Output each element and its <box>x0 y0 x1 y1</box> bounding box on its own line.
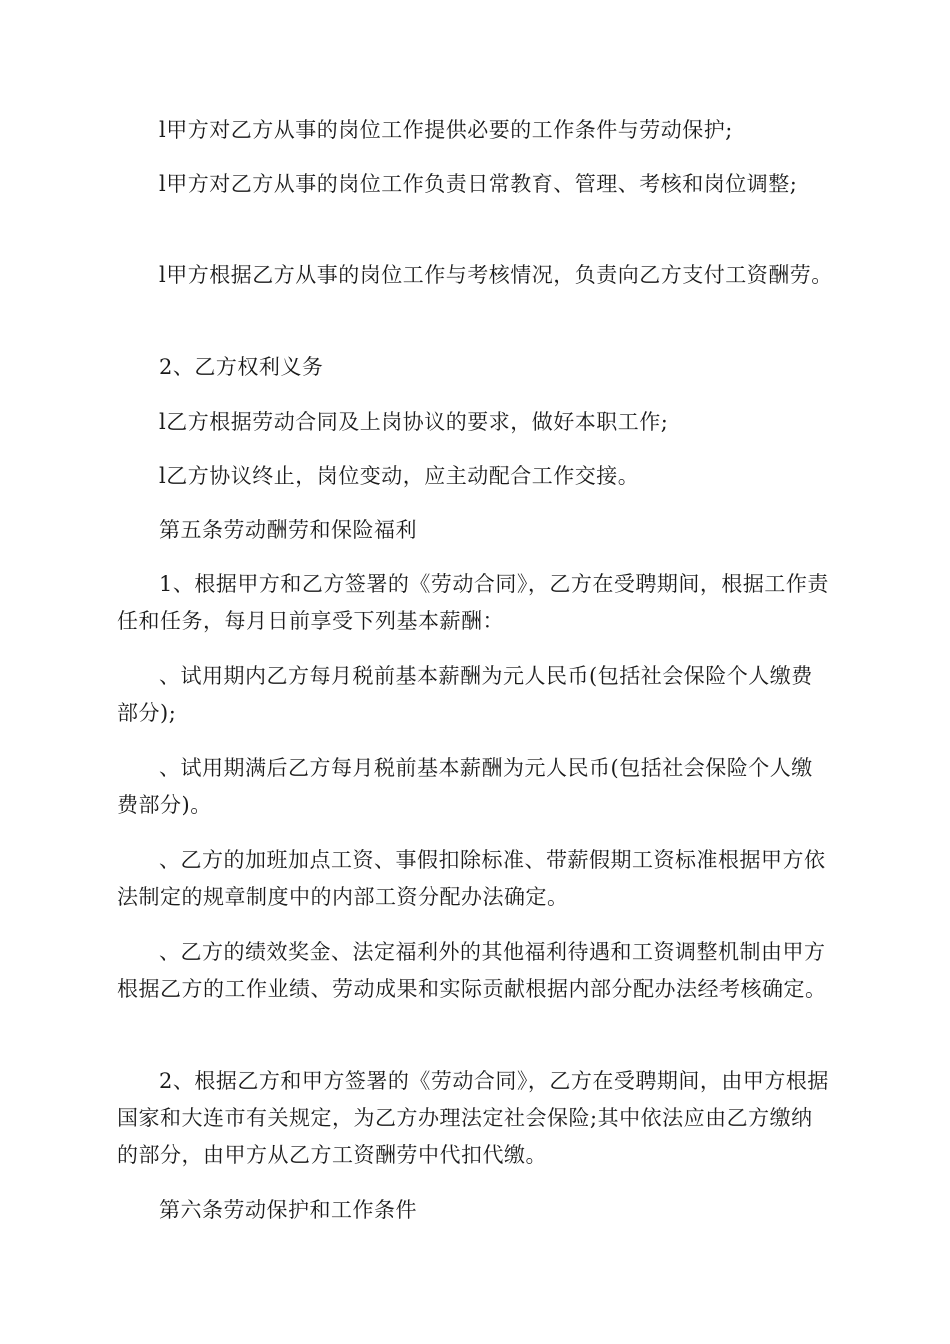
paragraph-10: 、试用期满后乙方每月税前基本薪酬为元人民币(包括社会保险个人缴费部分)。 <box>117 756 813 817</box>
paragraph-8: 1、根据甲方和乙方签署的《劳动合同》，乙方在受聘期间，根据工作责任和任务，每月日前享受下列基本薪酬： <box>117 572 829 633</box>
paragraph-6: l乙方协议终止，岗位变动，应主动配合工作交接。 <box>159 464 640 488</box>
paragraph-1: l甲方对乙方从事的岗位工作提供必要的工作条件与劳动保护; <box>159 118 733 142</box>
paragraph-13: 2、根据乙方和甲方签署的《劳动合同》，乙方在受聘期间，由甲方根据国家和大连市有关规定，为乙方办理法定社会保险;其中依法应由乙方缴纳的部分，由甲方从乙方工资酬劳中代扣代缴。 <box>117 1069 829 1167</box>
paragraph-3: l甲方根据乙方从事的岗位工作与考核情况，负责向乙方支付工资酬劳。 <box>159 263 833 287</box>
paragraph-4: 2、乙方权利义务 <box>159 355 324 379</box>
paragraph-5: l乙方根据劳动合同及上岗协议的要求，做好本职工作; <box>159 410 669 434</box>
paragraph-7-heading: 第五条劳动酬劳和保险福利 <box>159 518 417 542</box>
paragraph-11: 、乙方的加班加点工资、事假扣除标准、带薪假期工资标准根据甲方依法制定的规章制度中的内部工资分配办法确定。 <box>117 848 826 909</box>
paragraph-2: l甲方对乙方从事的岗位工作负责日常教育、管理、考核和岗位调整; <box>159 172 798 196</box>
paragraph-9: 、试用期内乙方每月税前基本薪酬为元人民币(包括社会保险个人缴费部分); <box>117 664 813 725</box>
paragraph-12: 、乙方的绩效奖金、法定福利外的其他福利待遇和工资调整机制由甲方根据乙方的工作业绩、劳动成果和实际贡献根据内部分配办法经考核确定。 <box>117 940 827 1001</box>
paragraph-14-heading: 第六条劳动保护和工作条件 <box>159 1198 417 1222</box>
